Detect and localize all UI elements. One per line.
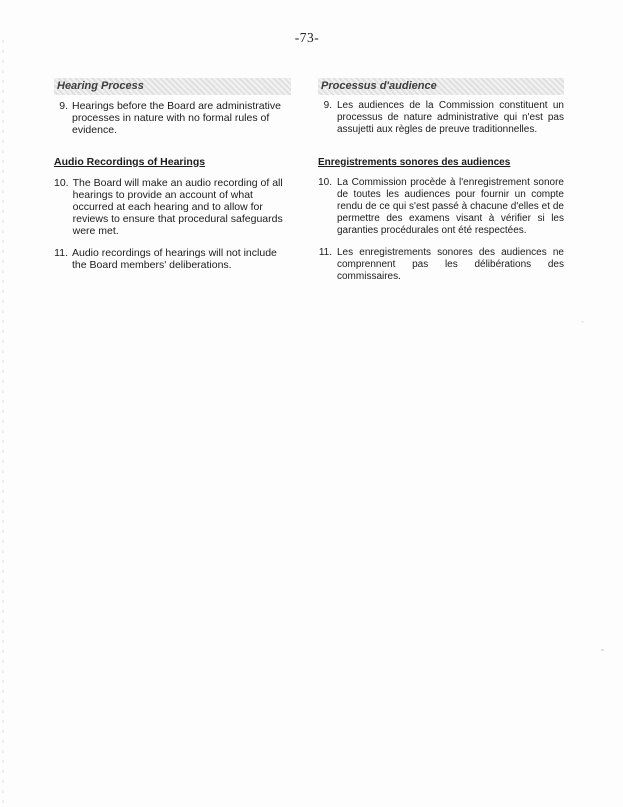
english-column bbox=[54, 78, 291, 271]
text-line: evidence. bbox=[72, 124, 117, 137]
text-line: rendu de ce qui s'est passé à chacune d'elles et de bbox=[337, 201, 564, 213]
item-text bbox=[337, 100, 564, 137]
item-number: 11. bbox=[54, 246, 68, 259]
list-item bbox=[54, 100, 291, 137]
scan-artifact bbox=[601, 649, 604, 651]
text-line: hearings to provide an account of what bbox=[72, 188, 253, 201]
text-line: Les audiences de la Commission constituent un bbox=[337, 100, 564, 111]
item-text bbox=[72, 247, 291, 271]
item-number: 10. bbox=[54, 176, 69, 189]
english-column-body bbox=[54, 100, 291, 271]
text-line: commissaires. bbox=[337, 271, 401, 283]
text-line: were met. bbox=[72, 225, 119, 238]
page-number: -73- bbox=[294, 30, 320, 45]
scan-artifact bbox=[2, 40, 4, 807]
text-line: garanties procédurales ont été respectées. bbox=[337, 225, 527, 237]
list-item bbox=[318, 177, 564, 238]
french-column-body bbox=[318, 100, 564, 283]
item-number: 10. bbox=[318, 176, 332, 188]
text-line: occurred at each hearing and to allow for bbox=[72, 201, 263, 214]
text-line: Hearings before the Board are administrative bbox=[72, 100, 281, 112]
subsection-heading: Enregistrements sonores des audiences bbox=[318, 156, 511, 168]
item-number: 11. bbox=[318, 246, 332, 258]
text-line: processes in nature with no formal rules of bbox=[72, 112, 270, 125]
item-text bbox=[73, 177, 291, 238]
text-line: La Commission procède à l'enregistrement sonore bbox=[337, 176, 564, 188]
text-line: The Board will make an audio recording of all bbox=[72, 176, 283, 189]
text-line: comprennent pas les délibérations des bbox=[337, 258, 564, 270]
text-line: reviews to ensure that procedural safeguards bbox=[72, 213, 283, 226]
scan-artifact bbox=[581, 321, 584, 323]
subsection-heading: Audio Recordings of Hearings bbox=[54, 155, 206, 168]
item-number: 9. bbox=[59, 100, 68, 112]
text-line: permettre des examens visant à vérifier si les bbox=[337, 213, 564, 225]
item-text bbox=[337, 177, 564, 238]
text-line: assujetti aux règles de preuve traditionnelles. bbox=[337, 124, 538, 136]
text-line: the Board members' deliberations. bbox=[72, 258, 232, 271]
list-item bbox=[318, 247, 564, 284]
item-number: 9. bbox=[323, 100, 332, 111]
section-heading-english: Hearing Process bbox=[54, 78, 291, 95]
text-line: Audio recordings of hearings will not include bbox=[72, 246, 277, 259]
section-heading-french: Processus d'audience bbox=[318, 78, 564, 95]
list-item bbox=[54, 247, 291, 271]
french-column bbox=[318, 78, 564, 283]
list-item bbox=[318, 100, 564, 137]
text-line: de toutes les audiences pour fournir un compte bbox=[337, 188, 564, 200]
item-text bbox=[72, 100, 291, 137]
text-line: processus de nature administrative qui n'est pas bbox=[337, 112, 564, 124]
item-text bbox=[337, 247, 564, 284]
text-line: Les enregistrements sonores des audiences ne bbox=[337, 246, 564, 258]
list-item bbox=[54, 177, 291, 238]
